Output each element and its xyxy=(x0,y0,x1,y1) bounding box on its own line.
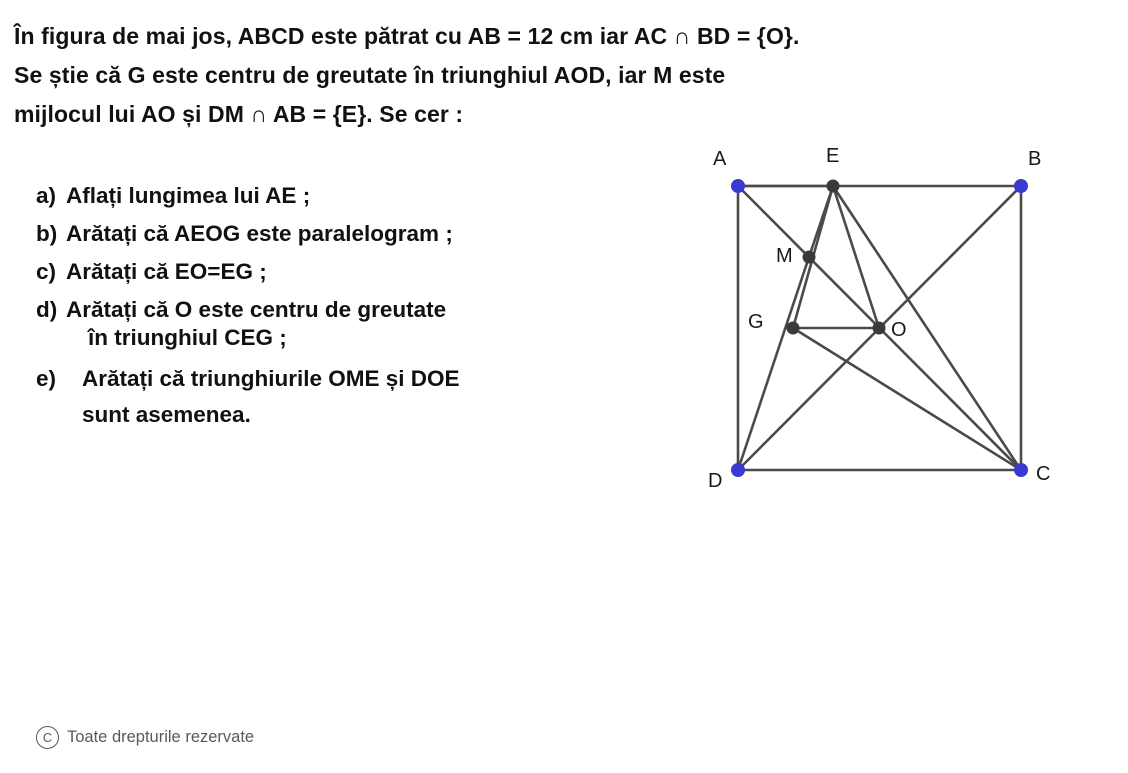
questions-list xyxy=(36,182,676,439)
problem-statement xyxy=(14,22,1114,139)
question-text-b: Arătați că AEOG este paralelogram ; xyxy=(66,220,453,246)
question-item-d xyxy=(36,296,676,352)
vertex-label-B: B xyxy=(1028,148,1042,170)
vertex-dot-B xyxy=(1014,179,1028,193)
question-label-e: e) xyxy=(36,366,57,392)
problem-line-2: Se știe că G este centru de greutate în triunghiul AOD, iar M este xyxy=(14,62,726,89)
question-label-b: b) xyxy=(36,220,58,246)
question-item-a xyxy=(36,182,676,210)
problem-line-1: În figura de mai jos, ABCD este pătrat cu AB = 12 cm iar AC ∩ BD = {O}. xyxy=(14,23,800,49)
question-text-c: Arătați că EO=EG ; xyxy=(66,258,267,284)
vertex-dot-D xyxy=(731,463,745,477)
vertex-label-E: E xyxy=(826,145,840,167)
vertex-label-O: O xyxy=(891,319,907,341)
question-text-d-main: Arătați că O este centru de greutate xyxy=(66,296,447,322)
question-item-c xyxy=(36,258,676,286)
vertex-label-D: D xyxy=(708,470,723,492)
segment-GC xyxy=(793,328,1021,470)
segment-DM-E xyxy=(738,257,809,470)
vertex-label-C: C xyxy=(1036,463,1051,485)
segment-EO xyxy=(833,186,879,328)
vertex-dot-O xyxy=(873,322,886,335)
geometry-svg xyxy=(676,132,1076,507)
question-text-a: Aflați lungimea lui AE ; xyxy=(66,183,311,208)
vertex-label-G: G xyxy=(748,311,764,333)
vertex-dot-G xyxy=(787,322,800,335)
vertex-dot-M xyxy=(803,251,816,264)
vertex-dot-C xyxy=(1014,463,1028,477)
vertex-label-A: A xyxy=(713,148,727,170)
question-item-b xyxy=(36,220,676,248)
geometry-figure xyxy=(676,132,1076,507)
question-label-d: d) xyxy=(36,296,58,322)
question-text-e xyxy=(66,365,676,429)
vertex-dot-A xyxy=(731,179,745,193)
question-label-c: c) xyxy=(36,258,57,284)
question-item-e xyxy=(36,365,676,429)
question-text-d-cont: în triunghiul CEG ; xyxy=(88,324,287,350)
copyright-text: Toate drepturile rezervate xyxy=(67,728,255,746)
question-text-e-main: Arătați că triunghiurile OME și DOE xyxy=(82,366,460,392)
vertex-label-M: M xyxy=(776,245,793,267)
copyright-icon: C xyxy=(36,726,59,749)
copyright-footer xyxy=(36,726,254,749)
problem-line-3: mijlocul lui AO și DM ∩ AB = {E}. Se cer : xyxy=(14,101,464,128)
question-label-a: a) xyxy=(36,183,57,208)
question-text-d xyxy=(66,296,676,352)
vertex-dot-E xyxy=(827,180,840,193)
question-text-e-cont: sunt asemenea. xyxy=(82,402,251,428)
